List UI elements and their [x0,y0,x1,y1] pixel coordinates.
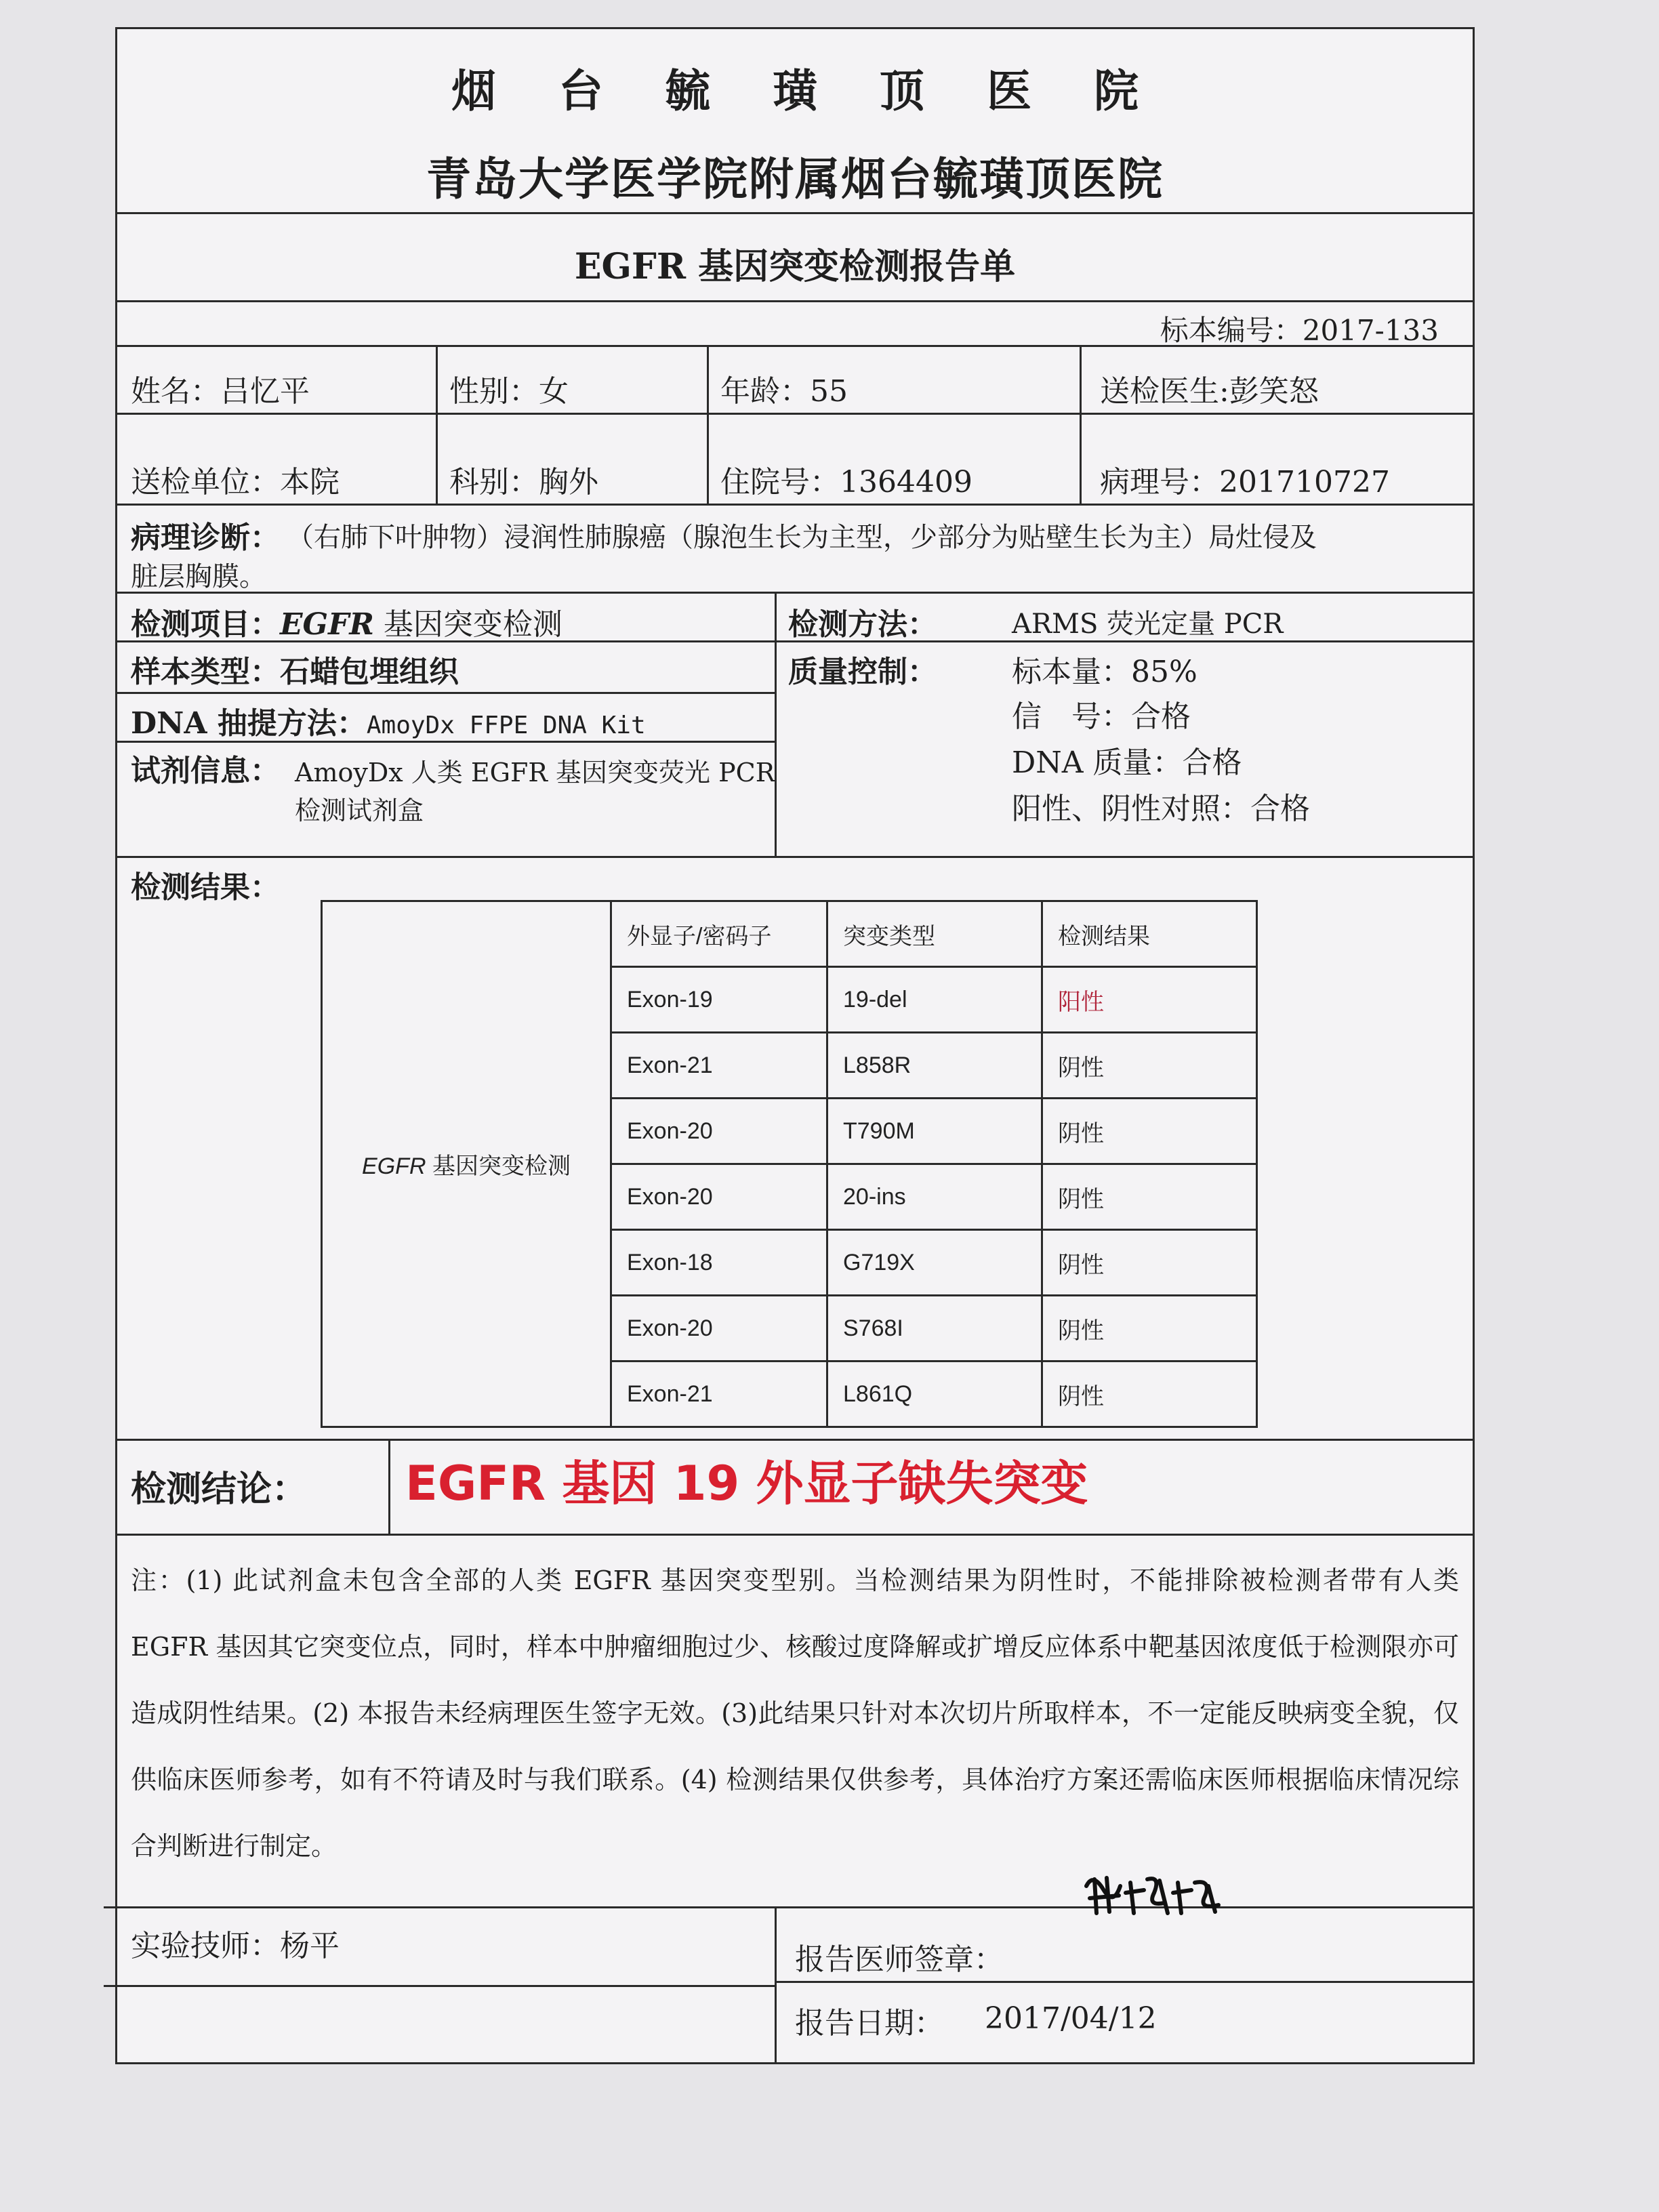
divider [775,640,1473,642]
disclaimer-note: 注：(1) 此试剂盒未包含全部的人类 EGFR 基因突变型别。当检测结果为阴性时，不能排除被检测者带有人类 EGFR 基因其它突变位点，同时，样本中肿瘤细胞过少、核酸过度降解或扩增反应体系中靶基因浓度低于检测限亦可造成阴性结果。(2) 本报告未经病理医生签字无效。(3)此结果只针对本次切片所取样本，不一定能反映病变全貌，仅供临床医师参考，如有不符请及时与我们联系。(4) 检测结果仅供参考，具体治疗方案还需临床医师根据临床情况综合判断进行制定。 [131,1565,1459,1861]
mutation-cell: 20-ins [827,1164,1042,1230]
exon-cell: Exon-21 [611,1033,827,1099]
divider [775,592,777,856]
referring-doctor: 送检医生:彭笑怒 [1100,374,1319,409]
patient-sex: 性别：女 [449,374,569,409]
divider [104,1985,775,1987]
exon-cell: Exon-18 [611,1230,827,1296]
hospital-header [117,36,1473,124]
result-cell: 阴性 [1042,1164,1257,1230]
diagnosis-text-line1: （右肺下叶肿物）浸润性肺腺癌（腺泡生长为主型，少部分为贴壁生长为主）局灶侵及 [287,522,1317,553]
gene-label-rest: 基因突变检测 [426,1153,571,1179]
report-sheet [115,27,1475,2064]
result-cell-positive: 阳性 [1042,967,1257,1033]
mutation-cell: G719X [827,1230,1042,1296]
report-date-label: 报告日期： [795,2006,944,2041]
method-value: ARMS 荧光定量 PCR [1012,609,1284,640]
divider [117,640,775,642]
mutation-cell: S768I [827,1296,1042,1361]
dna-extraction-value: AmoyDx FFPE DNA Kit [366,712,646,739]
column-header: 检测结果 [1042,901,1257,967]
reagent-line1: AmoyDx 人类 EGFR 基因突变荧光 PCR [295,758,775,787]
patient-age: 年龄：55 [720,374,848,409]
test-item-rest: 基因突变检测 [373,607,562,642]
method-label: 检测方法： [788,607,937,642]
dna-extraction [131,699,646,742]
patient-name: 姓名：吕忆平 [131,374,310,409]
divider [117,1534,1473,1536]
mutation-cell: T790M [827,1099,1042,1164]
qc-label: 质量控制： [788,655,937,689]
pathology-number: 病理号：201710727 [1100,465,1390,499]
result-cell: 阴性 [1042,1296,1257,1361]
conclusion-label: 检测结论： [131,1469,308,1510]
mutation-cell: 19-del [827,967,1042,1033]
admission-number: 住院号：1364409 [720,465,972,499]
divider [117,692,775,694]
mutation-cell: L861Q [827,1361,1042,1427]
reagent-line2: 检测试剂盒 [295,796,424,825]
handwritten-signature-icon [1080,1866,1229,1927]
exon-cell: Exon-21 [611,1361,827,1427]
divider [104,1906,1473,1908]
specimen-row [117,300,1473,347]
test-item-label: 检测项目： [131,607,280,642]
column-header: 外显子/密码子 [611,901,827,967]
diagnosis-row [117,504,1473,594]
column-header: 突变类型 [827,901,1042,967]
divider [117,856,1473,858]
patient-row-2 [117,413,1473,506]
divider [775,1906,777,2062]
technician: 实验技师：杨平 [131,1929,340,1963]
test-item [131,600,562,643]
exon-cell: Exon-20 [611,1164,827,1230]
test-item-gene: EGFR [280,607,374,642]
gene-label-italic: EGFR [362,1153,426,1179]
sample-type: 样本类型：石蜡包埋组织 [131,655,459,689]
patient-row-1 [117,345,1473,415]
report-date: 2017/04/12 [985,2001,1157,2036]
dna-extraction-label: DNA 抽提方法： [131,706,367,741]
specimen-number: 标本编号：2017-133 [1160,314,1439,347]
exon-cell: Exon-20 [611,1296,827,1361]
divider [436,345,438,504]
hospital-name: 烟台毓璜顶医院 [451,64,1201,117]
divider [707,345,709,504]
divider [117,1439,1473,1441]
table-header-row [322,901,1257,967]
qc-line: 信 号：合格 [1012,699,1191,734]
result-cell: 阴性 [1042,1361,1257,1427]
divider [117,741,775,743]
referring-unit: 送检单位：本院 [131,465,340,499]
results-label: 检测结果： [131,870,280,905]
result-cell: 阴性 [1042,1099,1257,1164]
reagent-label: 试剂信息： [131,754,280,788]
exon-cell: Exon-20 [611,1099,827,1164]
results-table [321,900,1258,1428]
hospital-affiliation-row [117,124,1473,214]
qc-line: 标本量：85% [1012,655,1197,689]
doctor-signature-label: 报告医师签章： [795,1942,1004,1977]
conclusion-value: EGFR 基因 19 外显子缺失突变 [405,1456,1088,1511]
divider [388,1439,390,1534]
diagnosis-label: 病理诊断： [131,520,280,555]
report-title-row [117,212,1473,302]
report-title: EGFR 基因突变检测报告单 [574,246,1016,287]
hospital-affiliation: 青岛大学医学院附属烟台毓璜顶医院 [426,152,1164,205]
result-cell: 阴性 [1042,1033,1257,1099]
gene-label-cell [322,901,611,1427]
divider [1080,345,1082,504]
diagnosis-text-line2: 脏层胸膜。 [131,561,266,592]
qc-line: 阳性、阴性对照：合格 [1012,792,1310,826]
exon-cell: Exon-19 [611,967,827,1033]
result-cell: 阴性 [1042,1230,1257,1296]
qc-line: DNA 质量：合格 [1012,745,1242,780]
divider [775,1981,1473,1983]
department: 科别：胸外 [449,465,598,499]
mutation-cell: L858R [827,1033,1042,1099]
